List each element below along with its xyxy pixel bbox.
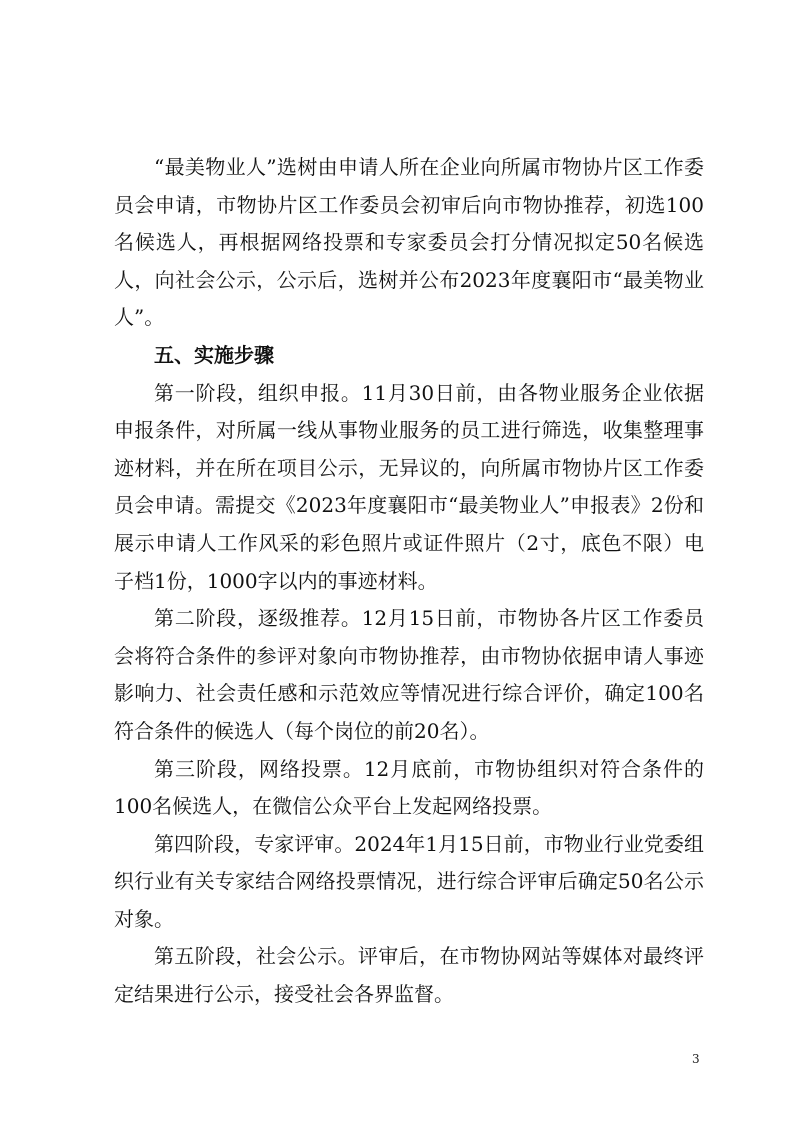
step-paragraph-4: 第四阶段，专家评审。2024年1月15日前，市物业行业党委组织行业有关专家结合网络投票情况，进行综合评审后确定50名公示对象。 <box>114 831 704 931</box>
step-paragraph-3: 第三阶段，网络投票。12月底前，市物协组织对符合条件的100名候选人，在微信公众平台上发起网络投票。 <box>114 756 704 819</box>
step-paragraph-2: 第二阶段，逐级推荐。12月15日前，市物协各片区工作委员会将符合条件的参评对象向市物协推荐，由市物协依据申请人事迹影响力、社会责任感和示范效应等情况进行综合评价，确定100名符合条件的候选人（每个岗位的前20名）。 <box>114 606 704 743</box>
step-paragraph-5: 第五阶段，社会公示。评审后，在市物协网站等媒体对最终评定结果进行公示，接受社会各界监督。 <box>114 944 704 1007</box>
section-heading: 五、实施步骤 <box>154 342 274 367</box>
step-paragraph-1: 第一阶段，组织申报。11月30日前，由各物业服务企业依据申报条件，对所属一线从事物业服务的员工进行筛选，收集整理事迹材料，并在所在项目公示，无异议的，向所属市物协片区工作委员会申请。需提交《2023年度襄阳市“最美物业人”申报表》2份和展示申请人工作风采的彩色照片或证件照片（2寸，底色不限）电子档1份，1000字以内的事迹材料。 <box>114 380 704 593</box>
page-number: 3 <box>692 1052 700 1066</box>
document-body <box>114 149 704 1014</box>
intro-paragraph: “最美物业人”选树由申请人所在企业向所属市物协片区工作委员会申请，市物协片区工作委员会初审后向市物协推荐，初选100名候选人，再根据网络投票和专家委员会打分情况拟定50名候选人，向社会公示，公示后，选树并公布2023年度襄阳市“最美物业人”。 <box>114 155 704 330</box>
